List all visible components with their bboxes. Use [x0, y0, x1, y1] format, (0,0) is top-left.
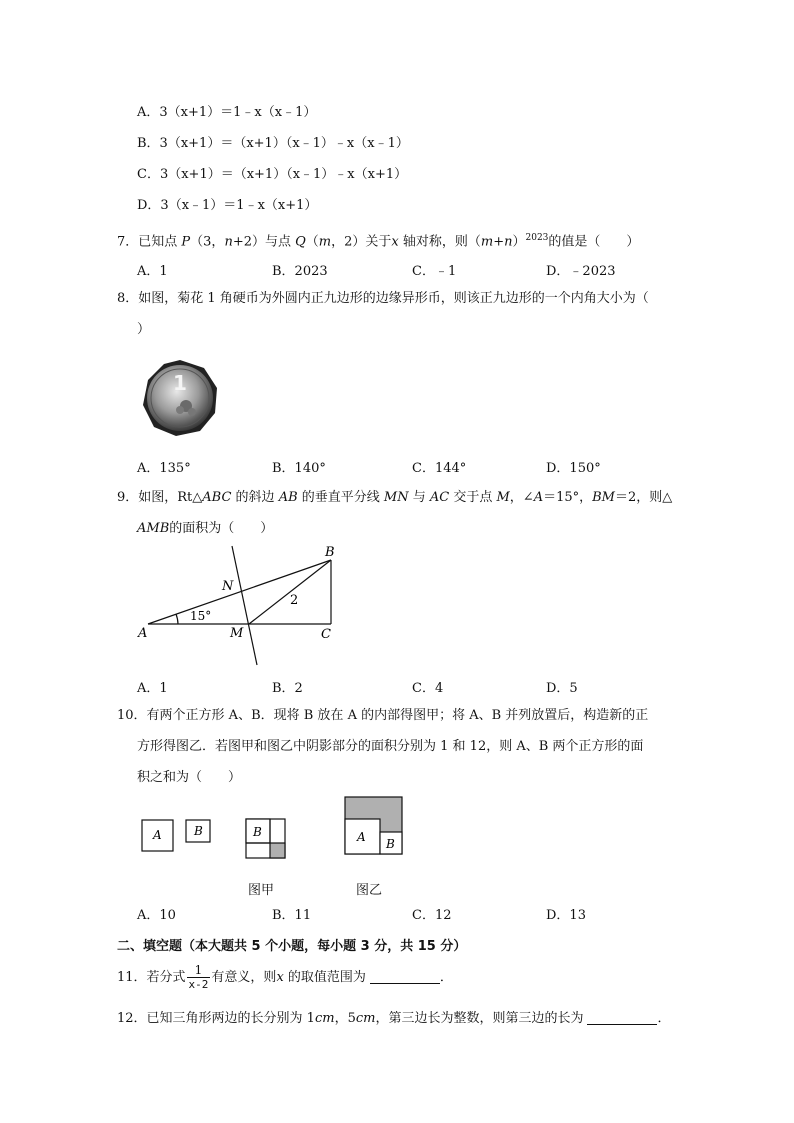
q10-option-c: C．12 [412, 908, 452, 923]
q10-stem-line2: 方形得图乙．若图甲和图乙中阴影部分的面积分别为 1 和 12，则 A、B 两个正方形的面 [137, 739, 644, 754]
q10-option-a: A．10 [137, 908, 176, 923]
label-b-yi: B [386, 837, 395, 851]
fig-jia-shade [270, 843, 285, 858]
q9-stem-line1: 9．如图，Rt△ABC 的斜边 AB 的垂直平分线 MN 与 AC 交于点 M，∠A＝15°，BM＝2，则△ [117, 490, 673, 505]
q7-option-c: C．﹣1 [412, 264, 457, 279]
q6-option-c: C．3（x+1）＝（x+1）（x﹣1）﹣x（x+1） [137, 167, 408, 182]
squares-figure [135, 790, 415, 870]
section-heading: 二、填空题（本大题共 5 个小题，每小题 3 分，共 15 分） [117, 939, 467, 954]
q8-option-a: A．135° [137, 461, 191, 476]
label-a-yi: A [357, 830, 366, 844]
q9-option-c: C．4 [412, 681, 444, 696]
label-b: B [325, 545, 335, 560]
label-m: M [230, 626, 244, 641]
triangle-figure [130, 540, 350, 670]
angle-label: 15° [190, 609, 212, 623]
q7-option-b: B．2023 [272, 264, 328, 279]
label-a-separate: A [153, 828, 162, 842]
q10-option-b: B．11 [272, 908, 312, 923]
q8-option-d: D．150° [546, 461, 601, 476]
side-label: 2 [290, 593, 299, 608]
q12-answer-blank[interactable] [587, 1010, 657, 1025]
label-n: N [222, 579, 234, 594]
q12-stem: 12．已知三角形两边的长分别为 1cm，5cm，第三边长为整数，则第三边的长为 ． [117, 1011, 671, 1026]
label-b-separate: B [194, 824, 203, 838]
fraction: $\frac{1}{x-2}$ [188, 963, 209, 991]
q8-option-b: B．140° [272, 461, 326, 476]
q7-option-d: D．﹣2023 [546, 264, 616, 279]
svg-text:1: 1 [173, 371, 187, 395]
q6-option-a: A．3（x+1）＝1﹣x（x﹣1） [137, 105, 317, 120]
label-b-jia: B [253, 825, 262, 839]
q7-option-a: A．1 [137, 264, 168, 279]
q10-stem-line3: 积之和为（ ） [137, 770, 242, 785]
q9-stem-line2: AMB的面积为（ ） [137, 521, 274, 536]
q9-option-a: A．1 [137, 681, 168, 696]
q10-option-d: D．13 [546, 908, 586, 923]
q8-stem-line2: ） [137, 322, 151, 337]
q8-stem-line1: 8．如图，菊花 1 角硬币为外圆内正九边形的边缘异形币，则该正九边形的一个内角大小为（ [117, 291, 649, 306]
caption-jia: 图甲 [248, 883, 275, 898]
label-a: A [138, 626, 148, 641]
q6-option-d: D．3（x﹣1）＝1﹣x（x+1） [137, 198, 318, 213]
q9-option-d: D．5 [546, 681, 578, 696]
q6-option-b: B．3（x+1）＝（x+1）（x﹣1）﹣x（x﹣1） [137, 136, 409, 151]
q11-answer-blank[interactable] [370, 969, 440, 984]
q7-stem: 7．已知点 P（3，n+2）与点 Q（m，2）关于x 轴对称，则$(m+n)^{2023}$的值是（ ） [117, 233, 640, 250]
q9-option-b: B．2 [272, 681, 303, 696]
label-c: C [321, 627, 331, 642]
q11-stem: 11．若分式 $\frac{1}{x-2}$ 有意义，则x 的取值范围为 ． [117, 963, 453, 991]
coin-image [140, 358, 220, 438]
caption-yi: 图乙 [356, 883, 383, 898]
q10-stem-line1: 10．有两个正方形 A、B．现将 B 放在 A 的内部得图甲；将 A、B 并列放置后，构造新的正 [117, 708, 649, 723]
q8-option-c: C．144° [412, 461, 467, 476]
